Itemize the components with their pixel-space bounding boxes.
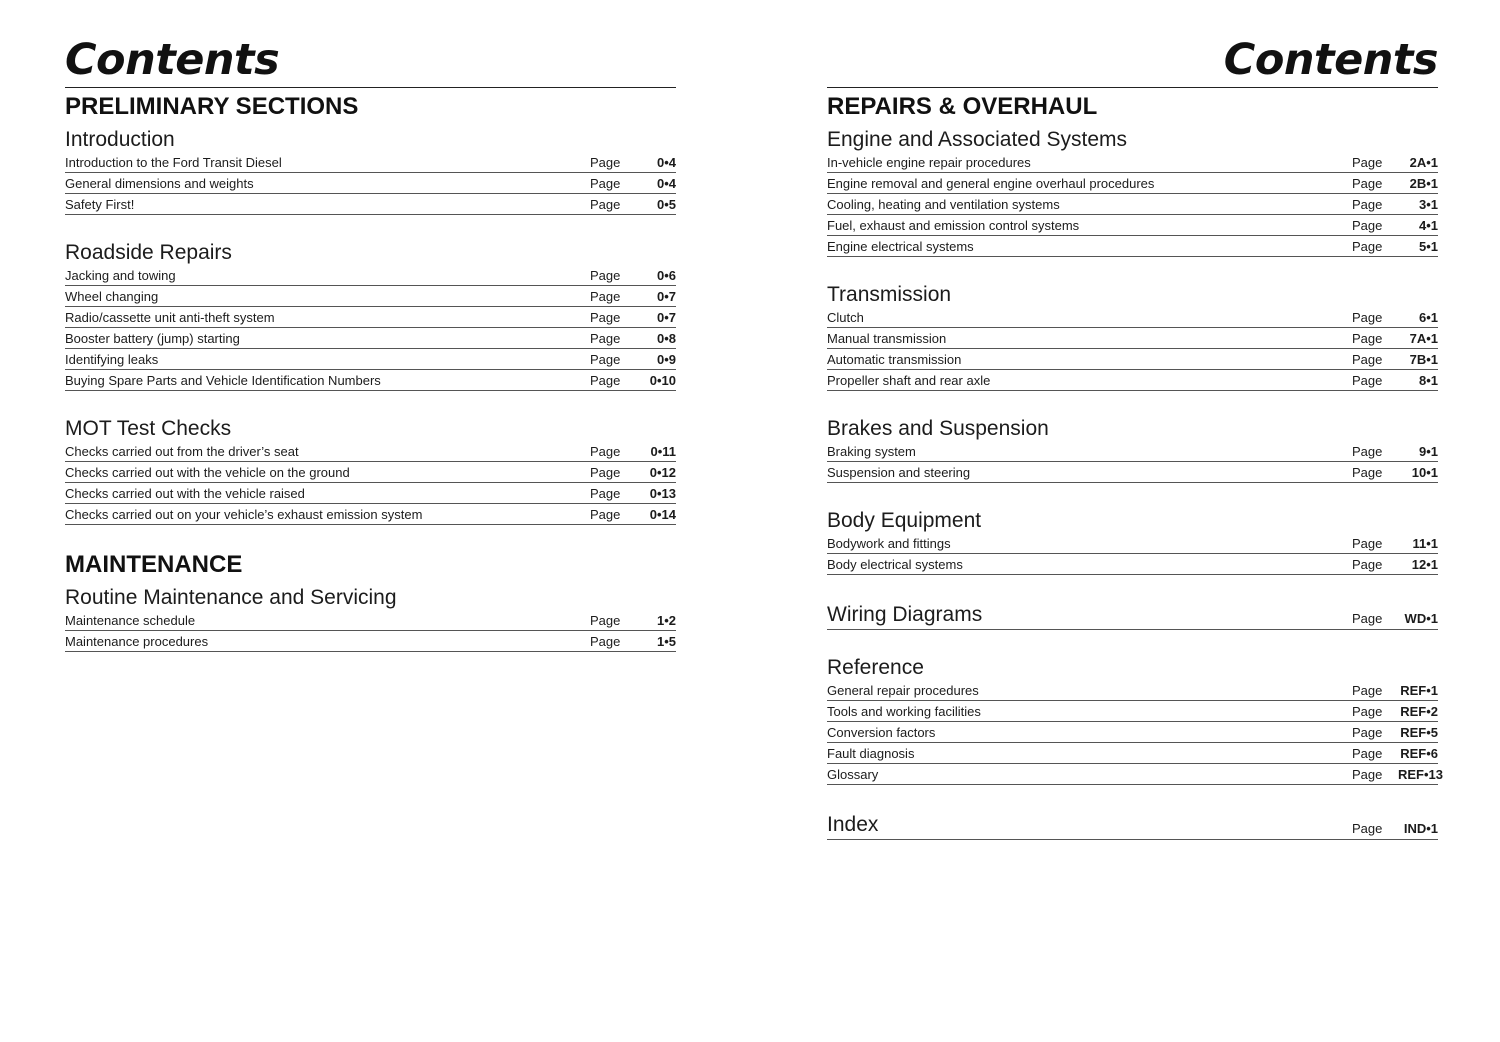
group-title: Reference [827, 656, 924, 679]
group-brakes [827, 417, 1438, 483]
group-introduction [65, 128, 676, 215]
page-label: Page [1352, 767, 1383, 782]
page-label: Page [590, 176, 621, 191]
group-title: Roadside Repairs [65, 241, 232, 264]
toc-entry[interactable] [827, 722, 1438, 743]
page-number: REF•5 [1400, 725, 1438, 740]
page-number: 0•8 [656, 331, 676, 346]
page-number: 4•1 [1418, 218, 1438, 233]
page-label: Page [1352, 197, 1383, 212]
toc-entry[interactable] [827, 441, 1438, 462]
toc-entry[interactable] [827, 764, 1444, 785]
group-title: Transmission [827, 283, 952, 306]
toc-entry[interactable] [65, 441, 676, 462]
entry-label: Engine electrical systems [827, 239, 974, 254]
page-label: Page [1352, 444, 1383, 459]
page-number: 0•4 [656, 155, 676, 170]
toc-entry[interactable] [65, 173, 676, 194]
entry-label: Body electrical systems [827, 557, 963, 572]
toc-entry-wiring[interactable] [827, 601, 1438, 630]
page-label: Page [1352, 746, 1383, 761]
entry-label: Braking system [827, 444, 916, 459]
toc-entry[interactable] [65, 504, 676, 525]
entry-label: In-vehicle engine repair procedures [827, 155, 1031, 170]
page-number: 0•5 [656, 197, 676, 212]
title-rule [827, 87, 1438, 88]
section-heading-maintenance: MAINTENANCE [65, 551, 243, 578]
page-number: 1•5 [656, 634, 676, 649]
page-label: Page [1352, 155, 1383, 170]
entry-label: Booster battery (jump) starting [65, 331, 240, 346]
page-label: Page [590, 331, 621, 346]
entry-label: Maintenance schedule [65, 613, 196, 628]
page-label: Page [590, 289, 621, 304]
page-title: Contents [65, 35, 280, 85]
entry-label: Introduction to the Ford Transit Diesel [65, 155, 282, 170]
page-label: Page [1352, 373, 1383, 388]
group-body-equipment [827, 509, 1438, 575]
page-label: Page [1352, 239, 1383, 254]
entry-label: Automatic transmission [827, 352, 962, 367]
page-label: Page [590, 486, 621, 501]
page-number: 0•14 [649, 507, 676, 522]
group-title: Brakes and Suspension [827, 417, 1049, 440]
page-label: Page [590, 352, 621, 367]
section-heading-preliminary: PRELIMINARY SECTIONS [65, 93, 359, 120]
entry-label: Conversion factors [827, 725, 936, 740]
toc-entry[interactable] [827, 194, 1438, 215]
page-label: Page [1352, 218, 1383, 233]
page-number: 7B•1 [1409, 352, 1438, 367]
page-number: REF•2 [1400, 704, 1438, 719]
toc-entry[interactable] [65, 265, 676, 286]
page-label: Page [590, 507, 621, 522]
page-title: Contents [1223, 35, 1438, 85]
page-label: Page [1352, 352, 1383, 367]
toc-entry[interactable] [827, 680, 1438, 701]
page-number: 3•1 [1418, 197, 1438, 212]
page-number: IND•1 [1403, 821, 1438, 836]
page-number: 0•7 [656, 310, 676, 325]
group-routine-maintenance [65, 586, 676, 652]
toc-entry[interactable] [827, 173, 1438, 194]
page-number: 0•4 [656, 176, 676, 191]
group-title: Routine Maintenance and Servicing [65, 586, 397, 609]
entry-label: Jacking and towing [65, 268, 176, 283]
page-number: 0•11 [650, 444, 676, 459]
group-title: Engine and Associated Systems [827, 128, 1128, 151]
section-heading-repairs: REPAIRS & OVERHAUL [827, 93, 1098, 120]
page-label: Page [590, 155, 621, 170]
page-label: Page [590, 465, 621, 480]
page-label: Page [1352, 536, 1383, 551]
page-number: 0•9 [656, 352, 676, 367]
page-label: Page [590, 197, 621, 212]
page-number: 12•1 [1411, 557, 1438, 572]
page-number: 0•10 [649, 373, 676, 388]
toc-entry[interactable] [827, 328, 1438, 349]
entry-label: Wheel changing [65, 289, 159, 304]
entry-label: Bodywork and fittings [827, 536, 951, 551]
group-roadside-repairs [65, 241, 676, 391]
entry-label: Identifying leaks [65, 352, 159, 367]
entry-label: Checks carried out on your vehicle’s exhaust emission system [65, 507, 423, 522]
toc-entry[interactable] [827, 743, 1438, 764]
right-page [827, 0, 1444, 840]
page-number: 2A•1 [1409, 155, 1438, 170]
page-label: Page [590, 310, 621, 325]
entry-label: Checks carried out with the vehicle raised [65, 486, 305, 501]
toc-entry[interactable] [65, 370, 676, 391]
entry-label: Buying Spare Parts and Vehicle Identification Numbers [65, 373, 381, 388]
page-number: 11•1 [1412, 536, 1438, 551]
toc-entry[interactable] [65, 610, 676, 631]
toc-entry[interactable] [827, 215, 1438, 236]
entry-label: Fault diagnosis [827, 746, 915, 761]
group-mot-test-checks [65, 417, 676, 525]
toc-entry[interactable] [827, 370, 1438, 391]
page-number: 0•6 [656, 268, 676, 283]
page-number: 6•1 [1418, 310, 1438, 325]
entry-label: Manual transmission [827, 331, 947, 346]
page-number: 8•1 [1418, 373, 1438, 388]
entry-label: Fuel, exhaust and emission control systems [827, 218, 1080, 233]
toc-entry[interactable] [827, 236, 1438, 257]
entry-label: Radio/cassette unit anti-theft system [65, 310, 275, 325]
entry-label: General repair procedures [827, 683, 979, 698]
page-number: REF•1 [1400, 683, 1438, 698]
group-title: MOT Test Checks [65, 417, 232, 440]
entry-label: Clutch [827, 310, 864, 325]
page-label: Page [1352, 683, 1383, 698]
page-label: Page [1352, 176, 1383, 191]
page-number: 10•1 [1411, 465, 1438, 480]
toc-entry[interactable] [827, 701, 1438, 722]
entry-label: Propeller shaft and rear axle [827, 373, 991, 388]
group-wiring-diagrams [827, 601, 1438, 630]
toc-entry[interactable] [65, 462, 676, 483]
page-number: 0•13 [649, 486, 676, 501]
page-number: 7A•1 [1409, 331, 1438, 346]
group-title: Introduction [65, 128, 175, 151]
page-number: 5•1 [1418, 239, 1438, 254]
entry-label: Maintenance procedures [65, 634, 209, 649]
group-title: Wiring Diagrams [827, 603, 983, 626]
left-page [65, 0, 676, 652]
page-label: Page [1352, 331, 1383, 346]
entry-label: Checks carried out with the vehicle on the ground [65, 465, 350, 480]
entry-label: Engine removal and general engine overhaul procedures [827, 176, 1155, 191]
entry-label: Cooling, heating and ventilation systems [827, 197, 1060, 212]
page-label: Page [1352, 310, 1383, 325]
entry-label: Suspension and steering [827, 465, 971, 480]
page-label: Page [590, 634, 621, 649]
toc-entry[interactable] [65, 349, 676, 370]
entry-label: Glossary [827, 767, 879, 782]
toc-entry[interactable] [827, 349, 1438, 370]
page-label: Page [1352, 704, 1383, 719]
entry-label: Safety First! [65, 197, 135, 212]
page-number: REF•13 [1398, 767, 1444, 782]
toc-entry[interactable] [827, 554, 1438, 575]
page-number: 0•12 [649, 465, 676, 480]
page-number: 9•1 [1418, 444, 1438, 459]
toc-entry[interactable] [827, 533, 1438, 554]
entry-label: General dimensions and weights [65, 176, 254, 191]
toc-entry[interactable] [65, 307, 676, 328]
toc-entry[interactable] [65, 286, 676, 307]
page-number: WD•1 [1404, 611, 1438, 626]
toc-entry[interactable] [827, 462, 1438, 483]
toc-entry[interactable] [827, 307, 1438, 328]
group-reference [827, 656, 1444, 785]
toc-entry[interactable] [65, 328, 676, 349]
page-label: Page [1352, 557, 1383, 572]
title-rule [65, 87, 676, 88]
group-engine [827, 128, 1438, 257]
page-number: REF•6 [1400, 746, 1438, 761]
page-label: Page [1352, 725, 1383, 740]
page-label: Page [590, 373, 621, 388]
page-label: Page [1352, 821, 1383, 836]
page-label: Page [590, 613, 621, 628]
toc-entry[interactable] [65, 483, 676, 504]
toc-entry[interactable] [65, 631, 676, 652]
group-index [827, 811, 1438, 840]
toc-entry[interactable] [65, 152, 676, 173]
group-title: Index [827, 813, 879, 836]
page-label: Page [1352, 611, 1383, 626]
page-label: Page [590, 444, 621, 459]
toc-entry-index[interactable] [827, 811, 1438, 840]
page-number: 0•7 [656, 289, 676, 304]
group-title: Body Equipment [827, 509, 982, 532]
toc-entry[interactable] [65, 194, 676, 215]
page-number: 1•2 [656, 613, 676, 628]
page-number: 2B•1 [1409, 176, 1438, 191]
group-transmission [827, 283, 1438, 391]
page-label: Page [590, 268, 621, 283]
page-label: Page [1352, 465, 1383, 480]
toc-entry[interactable] [827, 152, 1438, 173]
entry-label: Tools and working facilities [827, 704, 981, 719]
entry-label: Checks carried out from the driver’s seat [65, 444, 299, 459]
